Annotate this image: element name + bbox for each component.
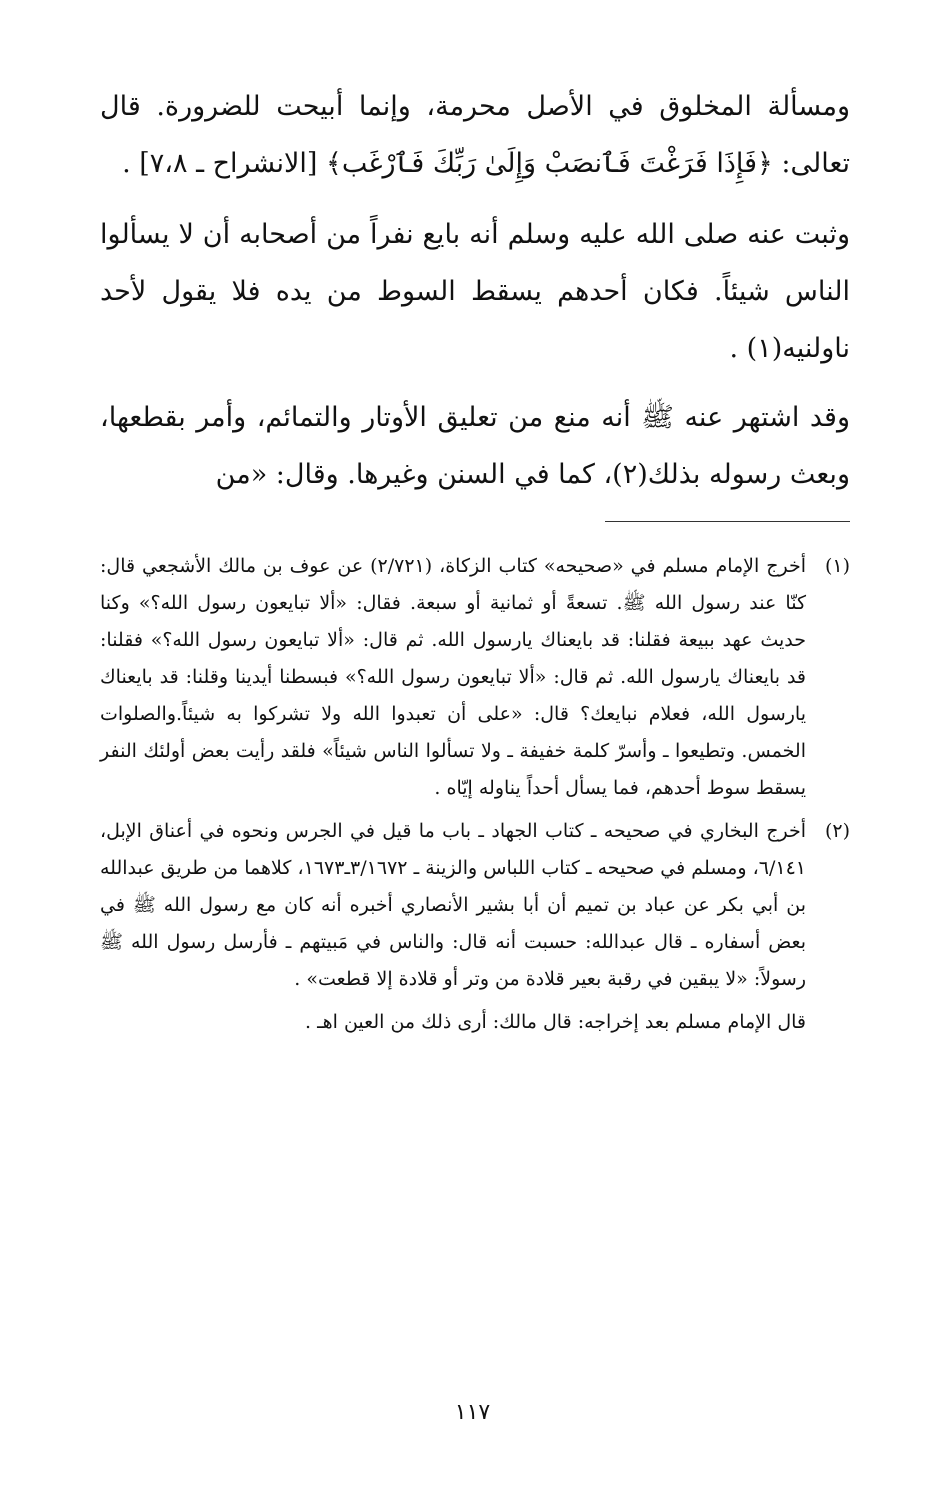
footnote-separator <box>605 521 850 522</box>
footnote-1-text: أخرج الإمام مسلم في «صحيحه» كتاب الزكاة، (٢/٧٢١) عن عوف بن مالك الأشجعي قال: كنّا عند رسول الله ﷺ. تسعةً أو ثمانية أو سبعة. فقال: «ألا تبايعون رسول الله؟» وكنا حديث عهد ببيعة فقلنا: قد بايعناك يارسول الله. ثم قال: «ألا تبايعون رسول الله؟» فقلنا: قد بايعناك يارسول الله. ثم قال: «ألا تبايعون رسول الله؟» فبسطنا أيدينا وقلنا: قد بايعناك يارسول الله، فعلام نبايعك؟ قال: «على أن تعبدوا الله ولا تشركوا به شيئاً.والصلوات الخمس. وتطيعوا ـ وأسرّ كلمة خفيفة ـ ولا تسألوا الناس شيئاً» فلقد رأيت بعض أولئك النفر يسقط سوط أحدهم، فما يسأل أحداً يناوله إيّاه . <box>100 555 806 799</box>
footnote-2-note: قال الإمام مسلم بعد إخراجه: قال مالك: أرى ذلك من العين اهـ . <box>304 1011 806 1033</box>
footnote-2-number: (٢) <box>824 820 850 842</box>
body-paragraph-2: وثبت عنه صلى الله عليه وسلم أنه بايع نفراً من أصحابه أن لا يسألوا الناس شيئاً. فكان أحدهم يسقط السوط من يده فلا يقول لأحد ناولنيه(١) . <box>100 219 850 364</box>
footnote-2-text: أخرج البخاري في صحيحه ـ كتاب الجهاد ـ باب ما قيل في الجرس ونحوه في أعناق الإبل، ٦/١٤١، ومسلم في صحيحه ـ كتاب اللباس والزينة ـ ٣/١٦٧٢ـ١٦٧٣، كلاهما من طريق عبدالله بن أبي بكر عن عباد بن تميم أن أبا بشير الأنصاري أخبره أنه كان مع رسول الله ﷺ في بعض أسفاره ـ قال عبدالله: حسبت أنه قال: والناس في مَبيتهم ـ فأرسل رسول الله ﷺ رسولاً: «لا يبقين في رقبة بعير قلادة من وتر أو قلادة إلا قطعت» . <box>100 820 806 990</box>
footnote-1 <box>100 548 850 807</box>
body-paragraph-3: وقد اشتهر عنه ﷺ أنه منع من تعليق الأوتار والتمائم، وأمر بقطعها، وبعث رسوله بذلك(٢)، كما في السنن وغيرها. وقال: «من <box>100 402 850 490</box>
footnote-2 <box>100 813 850 998</box>
page-content <box>100 78 850 1041</box>
body-paragraph-1: ومسألة المخلوق في الأصل محرمة، وإنما أبيحت للضرورة. قال تعالى: ﴿فَإِذَا فَرَغْتَ فَٱنصَبْ وَإِلَىٰ رَبِّكَ فَٱرْغَب﴾ [الانشراح ـ ٧،٨] . <box>100 91 850 179</box>
footnote-1-number: (١) <box>824 555 850 577</box>
page-number: ١١٧ <box>454 1400 491 1425</box>
